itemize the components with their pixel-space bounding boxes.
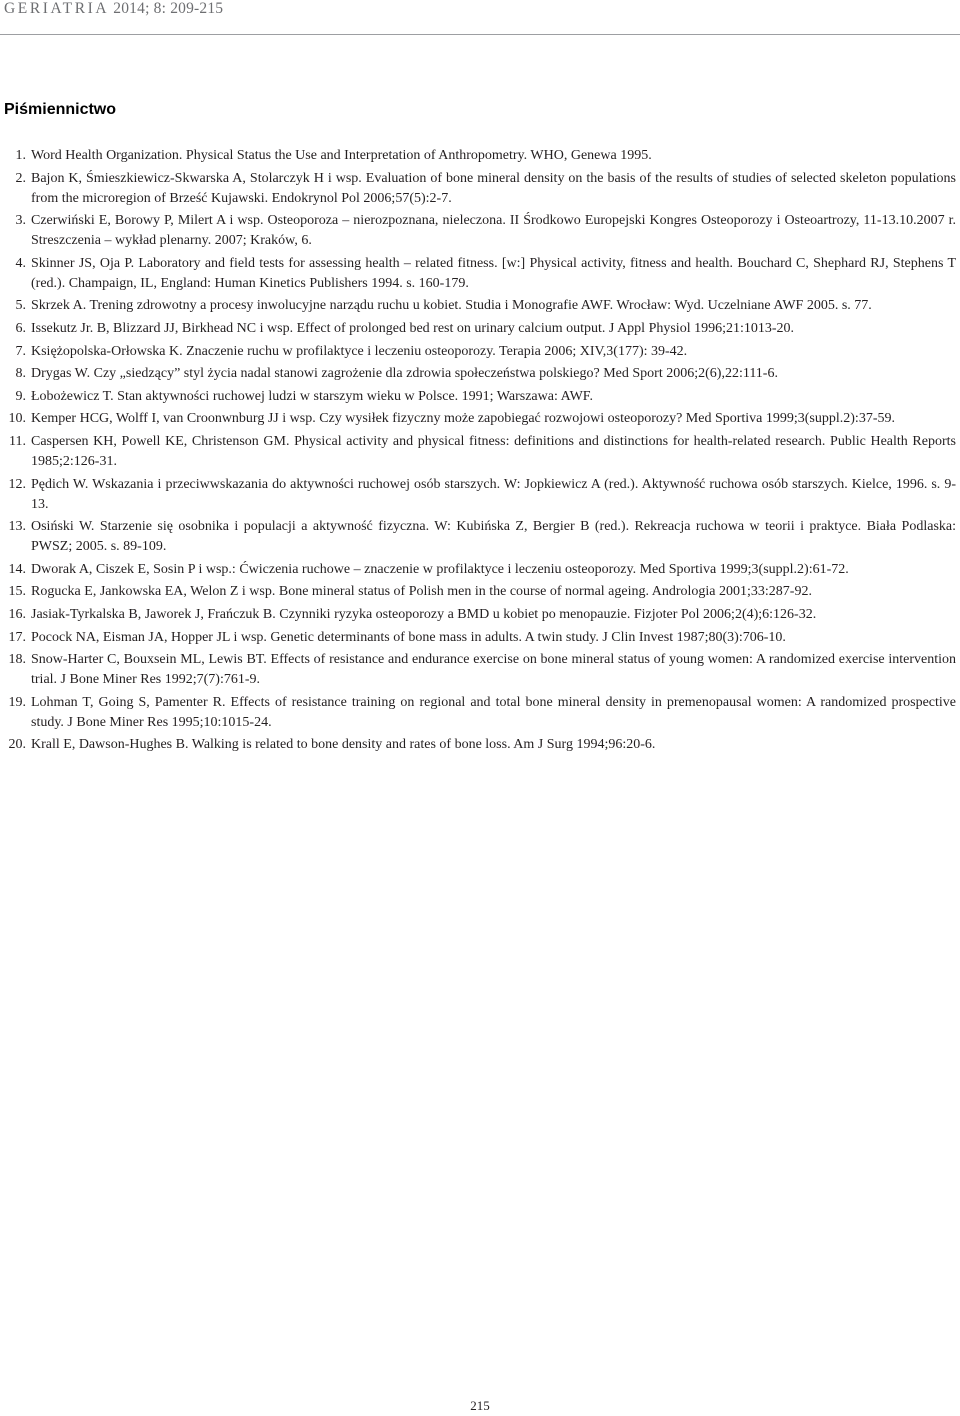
section-title: Piśmiennictwo (4, 101, 117, 118)
reference-text: Word Health Organization. Physical Status the Use and Interpretation of Anthropometry. WHO, Genewa 1995. (31, 148, 652, 163)
reference-text: Jasiak-Tyrkalska B, Jaworek J, Frańczuk B. Czynniki ryzyka osteoporozy a BMD u kobiet po menopauzie. Fizjoter Pol 2006;2(4);6:126-32. (31, 606, 817, 622)
reference-number: 17. (8, 629, 26, 645)
reference-list (0, 146, 960, 758)
reference-number: 3. (15, 213, 26, 229)
reference-number: 15. (8, 584, 26, 600)
reference-number: 4. (15, 255, 26, 271)
reference-number: 10. (8, 411, 26, 427)
reference-text: Drygas W. Czy „siedzący” styl życia nadal stanowi zagrożenie dla zdrowia społeczeństwa polskiego? Med Sport 2006;2(6),22:111-6. (31, 366, 778, 382)
reference-number: 8. (15, 366, 26, 382)
reference-number: 13. (8, 519, 26, 535)
reference-text: Pędich W. Wskazania i przeciwwskazania do aktywności ruchowej osób starszych. W: Jopkiewicz A (red.). Aktywność ruchowa osób starszych. Kielce, 1996. s. 9-13. (31, 476, 956, 512)
reference-text: Snow-Harter C, Bouxsein ML, Lewis BT. Effects of resistance and endurance exercise on bone mineral status of young women: A randomized exercise intervention trial. J Bone Miner Res 1992;7(7):761-9. (31, 652, 956, 688)
reference-number: 14. (8, 561, 26, 577)
reference-item-9 (0, 387, 960, 407)
reference-item-5 (0, 296, 960, 316)
running-header (4, 0, 956, 24)
reference-text: Dworak A, Ciszek E, Sosin P i wsp.: Ćwiczenia ruchowe – znaczenie w profilaktyce i leczeniu osteoporozy. Med Sportiva 1999;3(suppl.2):61-72. (31, 561, 849, 577)
reference-number: 5. (15, 298, 26, 314)
reference-item-18 (0, 650, 960, 690)
reference-item-1 (0, 146, 960, 166)
reference-text: Czerwiński E, Borowy P, Milert A i wsp. Osteoporoza – nierozpoznana, nieleczona. II Środkowo Europejski Kongres Osteoporozy i Osteoartrozy, 11-13.10.2007 r. Streszczenia – wykład plenarny. 2007; Kraków, 6. (31, 213, 956, 249)
reference-number: 1. (15, 148, 26, 163)
reference-item-2 (0, 169, 960, 209)
reference-item-19 (0, 693, 960, 733)
reference-text: Skrzek A. Trening zdrowotny a procesy inwolucyjne narządu ruchu u kobiet. Studia i Monografie AWF. Wrocław: Wyd. Uczelniane AWF 2005. s. 77. (31, 298, 872, 314)
reference-number: 16. (8, 606, 26, 622)
reference-number: 18. (8, 652, 26, 668)
reference-text: Bajon K, Śmieszkiewicz-Skwarska A, Stolarczyk H i wsp. Evaluation of bone mineral density on the basis of the results of studies of selected skeleton populations from the microregion of Brześć Kujawski. Endokrynol Pol 2006;57(5):2-7. (31, 170, 956, 206)
reference-item-4 (0, 254, 960, 294)
journal-citation: 2014; 8: 209-215 (113, 0, 224, 17)
reference-text: Pocock NA, Eisman JA, Hopper JL i wsp. Genetic determinants of bone mass in adults. A twin study. J Clin Invest 1987;80(3):706-10. (31, 629, 786, 645)
reference-number: 2. (15, 170, 26, 186)
reference-item-8 (0, 364, 960, 384)
reference-item-15 (0, 582, 960, 602)
reference-text: Osiński W. Starzenie się osobnika i populacji a aktywność fizyczna. W: Kubińska Z, Bergier B (red.). Rekreacja ruchowa w teorii i praktyce. Biała Podlaska: PWSZ; 2005. s. 89-109. (31, 519, 956, 555)
reference-item-11 (0, 432, 960, 472)
reference-number: 11. (9, 433, 26, 449)
reference-item-10 (0, 409, 960, 429)
header-divider (0, 34, 960, 35)
reference-text: Skinner JS, Oja P. Laboratory and field tests for assessing health – related fitness. [w:] Physical activity, fitness and health. Bouchard C, Shephard RJ, Stephens T (red.). Champaign, IL, England: Human Kinetics Publishers 1994. s. 160-179. (31, 255, 956, 291)
page-number: 215 (470, 1398, 490, 1413)
reference-item-16 (0, 605, 960, 625)
reference-text: Kemper HCG, Wolff I, van Croonwnburg JJ i wsp. Czy wysiłek fizyczny może zapobiegać rozwojowi osteoporozy? Med Sportiva 1999;3(suppl.2):37-59. (31, 411, 895, 427)
reference-item-3 (0, 211, 960, 251)
journal-name: GERIATRIA (4, 0, 110, 17)
reference-item-7 (0, 342, 960, 362)
reference-number: 6. (15, 320, 26, 336)
reference-number: 9. (15, 388, 26, 404)
reference-text: Issekutz Jr. B, Blizzard JJ, Birkhead NC i wsp. Effect of prolonged bed rest on urinary calcium output. J Appl Physiol 1996;21:1013-20. (31, 320, 795, 336)
reference-item-13 (0, 517, 960, 557)
reference-item-12 (0, 475, 960, 515)
reference-text: Caspersen KH, Powell KE, Christenson GM. Physical activity and physical fitness: definitions and distinctions for health-related research. Public Health Reports 1985;2:126-31. (31, 433, 956, 469)
reference-item-17 (0, 628, 960, 648)
reference-text: Księżopolska-Orłowska K. Znaczenie ruchu w profilaktyce i leczeniu osteoporozy. Terapia 2006; XIV,3(177): 39-42. (31, 343, 688, 359)
reference-number: 19. (8, 694, 26, 710)
reference-number: 7. (15, 343, 26, 359)
reference-item-20 (0, 735, 960, 755)
reference-item-14 (0, 560, 960, 580)
reference-number: 20. (8, 737, 26, 753)
reference-text: Łobożewicz T. Stan aktywności ruchowej ludzi w starszym wieku w Polsce. 1991; Warszawa: AWF. (31, 388, 593, 404)
reference-number: 12. (8, 476, 26, 492)
reference-text: Rogucka E, Jankowska EA, Welon Z i wsp. Bone mineral status of Polish men in the course of normal ageing. Andrologia 2001;33:287-92. (31, 584, 812, 600)
reference-text: Lohman T, Going S, Pamenter R. Effects of resistance training on regional and total bone mineral density in premenopausal women: A randomized prospective study. J Bone Miner Res 1995;10:1015-24. (31, 694, 956, 730)
reference-item-6 (0, 319, 960, 339)
reference-text: Krall E, Dawson-Hughes B. Walking is related to bone density and rates of bone loss. Am J Surg 1994;96:20-6. (31, 737, 656, 753)
